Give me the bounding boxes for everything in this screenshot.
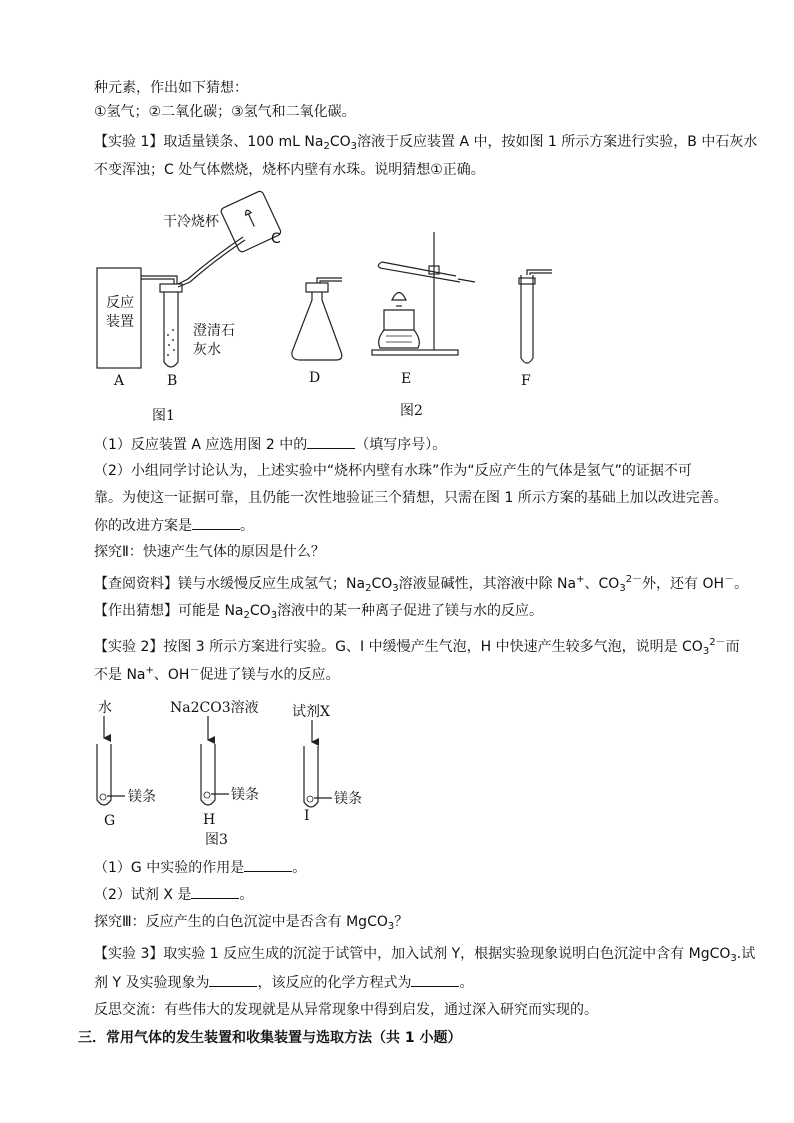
- t: 。: [240, 518, 254, 534]
- t: 。: [459, 975, 474, 991]
- limewater-label: 澄清石: [193, 323, 235, 339]
- sub: 3: [702, 646, 710, 657]
- label-a: A: [114, 373, 125, 389]
- text-line: （2）小组同学讨论认为，上述实验中“烧杯内壁有水珠”作为“反应产生的气体是氢气”的证据不可: [94, 463, 692, 479]
- t: （填写序号）。: [355, 437, 447, 453]
- water-label: 水: [98, 700, 112, 716]
- sub: 3: [387, 921, 395, 932]
- t: （2）试剂 X 是: [94, 887, 192, 903]
- t: 【作出猜想】可能是 Na: [94, 603, 244, 619]
- sub: 3: [619, 583, 626, 594]
- text-line: 探究Ⅱ：快速产生气体的原因是什么？: [94, 544, 325, 560]
- sub: 2: [323, 141, 330, 152]
- sub: 3: [350, 141, 358, 152]
- label-d: D: [309, 370, 321, 386]
- t: 【实验 1】取适量镁条、100 mL Na: [94, 134, 324, 150]
- answer-blank[interactable]: [307, 434, 355, 449]
- figure3-caption: 图3: [205, 832, 228, 848]
- limewater-label: 灰水: [193, 342, 221, 358]
- sub: 3: [270, 610, 278, 621]
- text-line: [94, 601, 543, 626]
- t: CO: [371, 576, 393, 592]
- text-line: [94, 972, 473, 993]
- text-line: 靠。为使这一证据可靠，且仍能一次性地验证三个猜想，只需在图 1 所示方案的基础上加以改进完善。: [94, 490, 728, 506]
- text-line: [94, 661, 339, 685]
- t: .试: [736, 946, 756, 962]
- sup: －: [189, 665, 200, 676]
- sub: 2: [365, 583, 372, 594]
- sup: +: [576, 574, 585, 585]
- label-h: H: [203, 812, 216, 828]
- figure1-caption: 图1: [152, 408, 175, 424]
- t: 、CO: [584, 576, 620, 592]
- sub: 2: [243, 610, 250, 621]
- t: CO: [249, 603, 271, 619]
- answer-blank[interactable]: [209, 972, 257, 987]
- text-line: 反思交流：有些伟大的发现就是从异常现象中得到启发，通过深入研究而实现的。: [94, 1002, 598, 1018]
- t: 不是 Na: [94, 667, 146, 683]
- label-f: F: [521, 373, 531, 389]
- answer-blank[interactable]: [411, 972, 459, 987]
- text-line: [94, 944, 755, 969]
- beaker-label: 干冷烧杯: [163, 214, 219, 230]
- text-line: [94, 912, 408, 937]
- reactor-label: 反应: [106, 295, 134, 311]
- answer-blank[interactable]: [244, 857, 292, 872]
- text-line: [94, 633, 740, 662]
- text-line: [94, 434, 446, 455]
- t: （1）G 中实验的作用是: [94, 860, 245, 876]
- mg-label: 镁条: [334, 791, 362, 807]
- sup: +: [145, 665, 154, 676]
- t: 剂 Y 及实验现象为: [94, 975, 210, 991]
- t: 促进了镁与水的反应。: [199, 667, 340, 683]
- t: 【查阅资料】镁与水缓慢反应生成氢气；Na: [94, 576, 366, 592]
- t: 外，还有 OH: [642, 576, 725, 592]
- reagent-x-label: 试剂X: [292, 704, 330, 720]
- t: 【实验 2】按图 3 所示方案进行实验。G、I 中缓慢产生气泡，H 中快速产生较多气泡，说明是 CO: [94, 639, 703, 655]
- text-line: [94, 515, 254, 536]
- t: 溶液中的某一种离子促进了镁与水的反应。: [277, 603, 544, 619]
- sub: 3: [730, 953, 737, 964]
- t: （1）反应装置 A 应选用图 2 中的: [94, 437, 308, 453]
- na2co3-label: Na2CO3溶液: [170, 700, 259, 716]
- reactor-label: 装置: [106, 314, 134, 330]
- answer-blank[interactable]: [191, 884, 239, 899]
- label-g: G: [104, 813, 116, 829]
- label-e: E: [401, 371, 412, 387]
- label-c: C: [271, 231, 281, 247]
- mg-label: 镁条: [128, 789, 156, 805]
- text-line: [94, 570, 748, 599]
- text-line: 种元素，作出如下猜想：: [94, 80, 248, 96]
- text-line: 不变浑浊；C 处气体燃烧，烧杯内壁有水珠。说明猜想①正确。: [94, 162, 485, 178]
- t: 你的改进方案是: [94, 518, 192, 534]
- answer-blank[interactable]: [192, 515, 240, 530]
- text-line: [94, 884, 253, 905]
- text-line: ①氢气；②二氧化碳；③氢气和二氧化碳。: [94, 104, 356, 120]
- label-i: I: [304, 808, 310, 824]
- t: 溶液显碱性，其溶液中除 Na: [398, 576, 577, 592]
- t: 。: [292, 860, 307, 876]
- t: 。: [239, 887, 254, 903]
- sup: －: [724, 574, 735, 585]
- t: 【实验 3】取实验 1 反应生成的沉淀于试管中，加入试剂 Y，根据实验现象说明白色沉淀中含有 MgCO: [94, 946, 731, 962]
- t: ，该反应的化学方程式为: [257, 975, 412, 991]
- t: 而: [725, 639, 740, 655]
- t: 探究Ⅲ：反应产生的白色沉淀中是否含有 MgCO: [94, 914, 388, 930]
- section-heading: 三．常用气体的发生装置和收集装置与选取方法（共 1 小题）: [78, 1030, 462, 1046]
- sub: 3: [392, 583, 399, 594]
- t: CO: [329, 134, 351, 150]
- t: 。: [734, 576, 749, 592]
- t: ？: [394, 914, 409, 930]
- label-b: B: [167, 373, 178, 389]
- text-line: [94, 857, 306, 878]
- mg-label: 镁条: [231, 787, 259, 803]
- sup: 2－: [625, 574, 643, 585]
- figure2-caption: 图2: [400, 403, 423, 419]
- sup: 2－: [709, 637, 726, 648]
- t: 、OH: [153, 667, 190, 683]
- t: 溶液于反应装置 A 中，按如图 1 所示方案进行实验，B 中石灰水: [357, 134, 758, 150]
